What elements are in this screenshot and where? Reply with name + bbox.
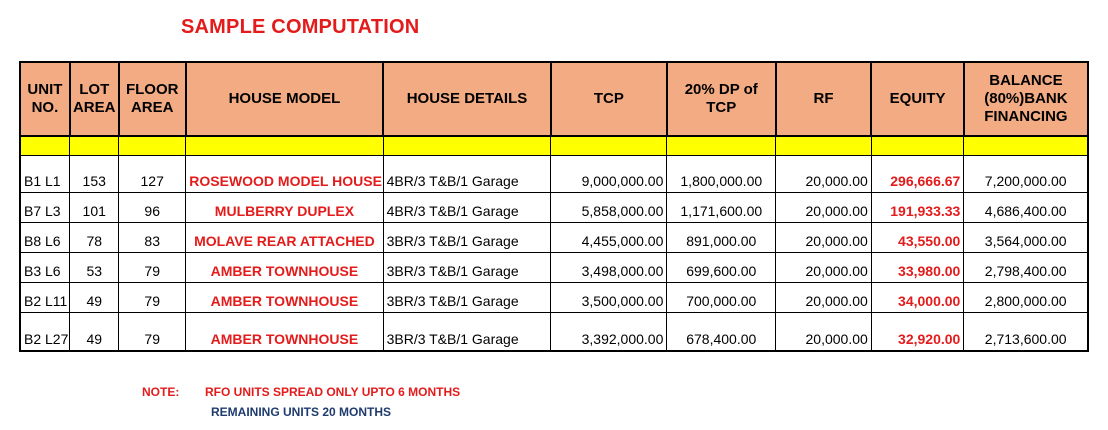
note-label: NOTE: xyxy=(142,385,180,399)
cell-lot-area: 153 xyxy=(70,156,119,193)
col-header-house-details: HOUSE DETAILS xyxy=(383,62,551,136)
cell-floor-area: 83 xyxy=(119,223,186,253)
cell-house-details: 4BR/3 T&B/1 Garage xyxy=(383,156,551,193)
col-header-house-model: HOUSE MODEL xyxy=(186,62,383,136)
cell-equity: 191,933.33 xyxy=(871,193,964,223)
cell-unit-no: B1 L1 xyxy=(20,156,70,193)
cell-rf: 20,000.00 xyxy=(776,313,872,352)
cell-floor-area: 96 xyxy=(119,193,186,223)
cell-house-model: AMBER TOWNHOUSE xyxy=(186,253,383,283)
cell-lot-area: 78 xyxy=(70,223,119,253)
cell-rf: 20,000.00 xyxy=(776,156,872,193)
cell-balance: 2,798,400.00 xyxy=(964,253,1088,283)
cell-house-details: 3BR/3 T&B/1 Garage xyxy=(383,283,551,313)
table-row xyxy=(20,223,1088,253)
table-row xyxy=(20,313,1088,352)
computation-table xyxy=(19,61,1089,352)
cell-floor-area: 79 xyxy=(119,283,186,313)
cell-equity: 32,920.00 xyxy=(871,313,964,352)
cell-lot-area: 101 xyxy=(70,193,119,223)
cell-balance: 3,564,000.00 xyxy=(964,223,1088,253)
cell-balance: 4,686,400.00 xyxy=(964,193,1088,223)
cell-equity: 34,000.00 xyxy=(871,283,964,313)
cell-balance: 7,200,000.00 xyxy=(964,156,1088,193)
cell-lot-area: 49 xyxy=(70,313,119,352)
col-header-floor-area: FLOOR AREA xyxy=(119,62,186,136)
cell-rf: 20,000.00 xyxy=(776,253,872,283)
col-header-balance: BALANCE (80%)BANK FINANCING xyxy=(964,62,1088,136)
table-row xyxy=(20,283,1088,313)
table-row xyxy=(20,193,1088,223)
cell-rf: 20,000.00 xyxy=(776,223,872,253)
cell-tcp: 3,498,000.00 xyxy=(551,253,667,283)
cell-equity: 33,980.00 xyxy=(871,253,964,283)
cell-downpayment: 1,800,000.00 xyxy=(667,156,776,193)
cell-rf: 20,000.00 xyxy=(776,193,872,223)
cell-tcp: 3,500,000.00 xyxy=(551,283,667,313)
cell-tcp: 4,455,000.00 xyxy=(551,223,667,253)
header-row xyxy=(20,62,1088,136)
cell-tcp: 5,858,000.00 xyxy=(551,193,667,223)
table-row xyxy=(20,156,1088,193)
cell-house-model: MOLAVE REAR ATTACHED xyxy=(186,223,383,253)
cell-house-model: AMBER TOWNHOUSE xyxy=(186,313,383,352)
table-row xyxy=(20,253,1088,283)
cell-downpayment: 1,171,600.00 xyxy=(667,193,776,223)
col-header-rf: RF xyxy=(776,62,872,136)
cell-floor-area: 79 xyxy=(119,313,186,352)
cell-floor-area: 127 xyxy=(119,156,186,193)
col-header-lot-area: LOT AREA xyxy=(70,62,119,136)
cell-downpayment: 678,400.00 xyxy=(667,313,776,352)
col-header-unit-no: UNIT NO. xyxy=(20,62,70,136)
cell-lot-area: 49 xyxy=(70,283,119,313)
cell-unit-no: B3 L6 xyxy=(20,253,70,283)
cell-unit-no: B7 L3 xyxy=(20,193,70,223)
note-rfo-units: RFO UNITS SPREAD ONLY UPTO 6 MONTHS xyxy=(205,385,461,399)
cell-lot-area: 53 xyxy=(70,253,119,283)
highlight-band xyxy=(20,136,1088,156)
cell-equity: 296,666.67 xyxy=(871,156,964,193)
cell-house-model: AMBER TOWNHOUSE xyxy=(186,283,383,313)
cell-tcp: 9,000,000.00 xyxy=(551,156,667,193)
cell-unit-no: B2 L11 xyxy=(20,283,70,313)
cell-balance: 2,713,600.00 xyxy=(964,313,1088,352)
cell-floor-area: 79 xyxy=(119,253,186,283)
cell-house-model: ROSEWOOD MODEL HOUSE xyxy=(186,156,383,193)
col-header-tcp: TCP xyxy=(551,62,667,136)
cell-house-model: MULBERRY DUPLEX xyxy=(186,193,383,223)
cell-unit-no: B8 L6 xyxy=(20,223,70,253)
page-title: SAMPLE COMPUTATION xyxy=(181,16,420,38)
cell-equity: 43,550.00 xyxy=(871,223,964,253)
cell-unit-no: B2 L27 xyxy=(20,313,70,352)
col-header-downpayment: 20% DP of TCP xyxy=(667,62,776,136)
cell-downpayment: 891,000.00 xyxy=(667,223,776,253)
cell-house-details: 3BR/3 T&B/1 Garage xyxy=(383,223,551,253)
cell-downpayment: 699,600.00 xyxy=(667,253,776,283)
cell-balance: 2,800,000.00 xyxy=(964,283,1088,313)
cell-tcp: 3,392,000.00 xyxy=(551,313,667,352)
col-header-equity: EQUITY xyxy=(871,62,964,136)
cell-downpayment: 700,000.00 xyxy=(667,283,776,313)
cell-rf: 20,000.00 xyxy=(776,283,872,313)
note-remaining-units: REMAINING UNITS 20 MONTHS xyxy=(211,405,392,419)
cell-house-details: 3BR/3 T&B/1 Garage xyxy=(383,313,551,352)
cell-house-details: 4BR/3 T&B/1 Garage xyxy=(383,193,551,223)
cell-house-details: 3BR/3 T&B/1 Garage xyxy=(383,253,551,283)
